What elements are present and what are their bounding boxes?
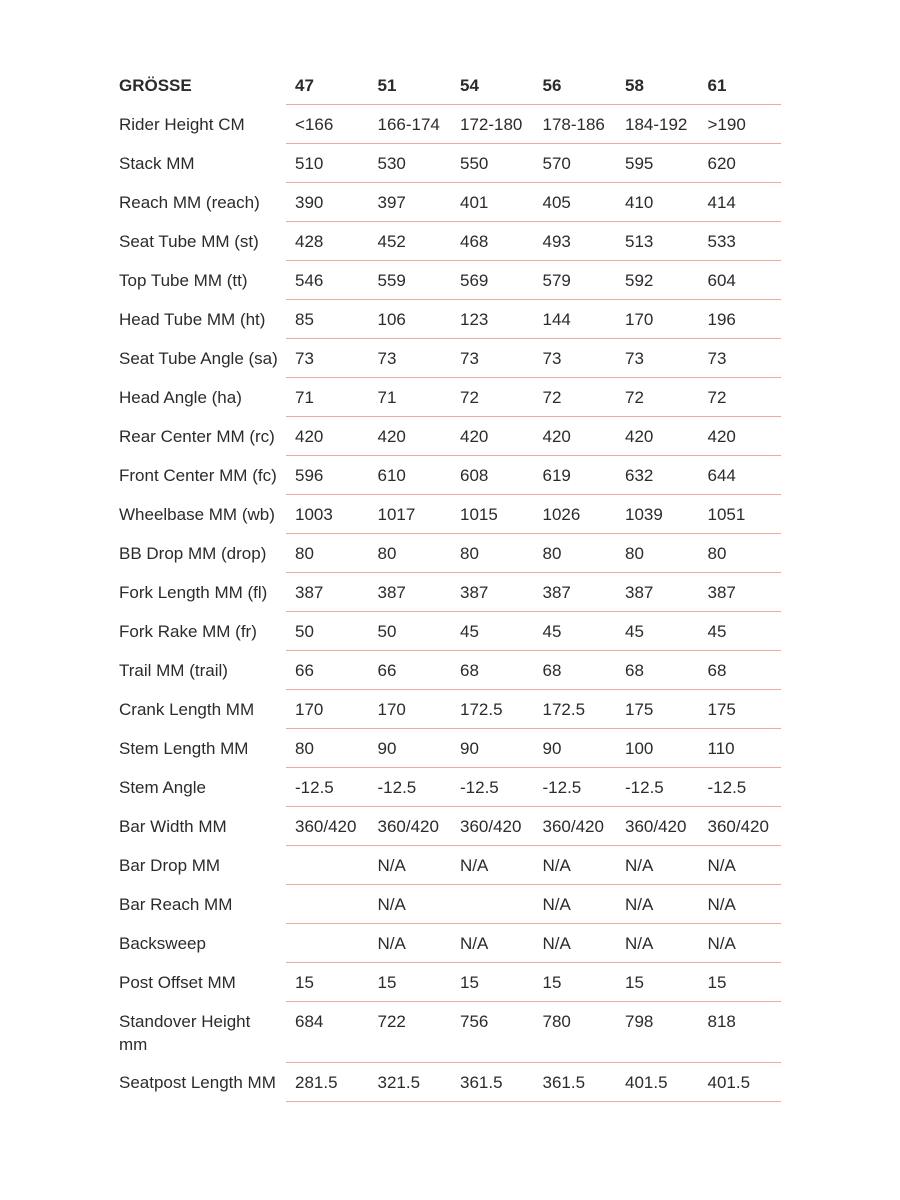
table-cell: -12.5 (534, 768, 617, 807)
row-label: Bar Drop MM (119, 855, 221, 875)
table-row (110, 612, 781, 651)
table-row (110, 378, 781, 417)
table-cell: N/A (699, 846, 782, 885)
table-row (110, 495, 781, 534)
table-cell: 579 (534, 261, 617, 300)
table-row (110, 1002, 781, 1063)
table-cell: 172.5 (451, 690, 534, 729)
table-cell: 360/420 (286, 807, 369, 846)
table-cell: 72 (534, 378, 617, 417)
table-cell: 780 (534, 1002, 617, 1063)
size-header-51: 51 (369, 65, 452, 105)
table-cell: N/A (451, 846, 534, 885)
table-cell: 170 (286, 690, 369, 729)
table-row (110, 924, 781, 963)
header-row (110, 65, 781, 105)
table-cell: 66 (369, 651, 452, 690)
row-label: Stack MM (119, 153, 195, 173)
table-cell: 632 (616, 456, 699, 495)
table-cell: 420 (616, 417, 699, 456)
table-cell: 281.5 (286, 1063, 369, 1102)
table-row (110, 417, 781, 456)
table-cell: 15 (616, 963, 699, 1002)
row-label: Seat Tube MM (st) (119, 231, 259, 251)
table-cell: 405 (534, 183, 617, 222)
table-cell: 73 (369, 339, 452, 378)
table-cell: 123 (451, 300, 534, 339)
table-cell: 110 (699, 729, 782, 768)
table-cell: 414 (699, 183, 782, 222)
table-cell: 387 (451, 573, 534, 612)
table-cell: N/A (616, 885, 699, 924)
row-label: Post Offset MM (119, 972, 236, 992)
row-label: Head Angle (ha) (119, 387, 242, 407)
table-cell: 90 (369, 729, 452, 768)
table-cell: 45 (616, 612, 699, 651)
row-label: Backsweep (119, 933, 206, 953)
row-label: Wheelbase MM (wb) (119, 504, 275, 524)
table-cell: N/A (369, 885, 452, 924)
table-cell: 420 (451, 417, 534, 456)
row-label: Bar Reach MM (119, 894, 233, 914)
table-cell: N/A (616, 846, 699, 885)
table-cell: 513 (616, 222, 699, 261)
row-label: Trail MM (trail) (119, 660, 228, 680)
table-row (110, 456, 781, 495)
table-cell: 420 (534, 417, 617, 456)
row-label: Bar Width MM (119, 816, 227, 836)
table-cell: 360/420 (369, 807, 452, 846)
table-cell: 85 (286, 300, 369, 339)
table-cell: 1017 (369, 495, 452, 534)
table-cell: 175 (616, 690, 699, 729)
table-cell: 80 (534, 534, 617, 573)
table-cell: N/A (534, 885, 617, 924)
table-cell (286, 885, 369, 924)
table-cell: 756 (451, 1002, 534, 1063)
table-cell: 72 (616, 378, 699, 417)
table-cell: N/A (534, 846, 617, 885)
table-cell: 106 (369, 300, 452, 339)
table-cell: 550 (451, 144, 534, 183)
table-row (110, 261, 781, 300)
table-cell: -12.5 (699, 768, 782, 807)
table-cell: 73 (286, 339, 369, 378)
table-cell: 100 (616, 729, 699, 768)
table-cell: 71 (369, 378, 452, 417)
table-cell: 68 (699, 651, 782, 690)
table-cell: 361.5 (534, 1063, 617, 1102)
table-cell: N/A (451, 924, 534, 963)
row-label: Fork Length MM (fl) (119, 582, 268, 602)
table-row (110, 339, 781, 378)
table-cell: 166-174 (369, 105, 452, 144)
table-cell: 610 (369, 456, 452, 495)
table-cell: N/A (616, 924, 699, 963)
table-cell: 1003 (286, 495, 369, 534)
table-cell: 387 (369, 573, 452, 612)
row-label: Stem Length MM (119, 738, 249, 758)
table-cell: 387 (534, 573, 617, 612)
table-cell: 68 (616, 651, 699, 690)
table-cell: 818 (699, 1002, 782, 1063)
table-cell: 90 (451, 729, 534, 768)
table-cell: 80 (286, 534, 369, 573)
table-cell: 620 (699, 144, 782, 183)
table-row (110, 573, 781, 612)
table-cell: 410 (616, 183, 699, 222)
table-cell: 73 (616, 339, 699, 378)
table-cell: 361.5 (451, 1063, 534, 1102)
table-row (110, 222, 781, 261)
table-cell: N/A (699, 924, 782, 963)
table-cell: 387 (286, 573, 369, 612)
table-row (110, 807, 781, 846)
table-cell: 178-186 (534, 105, 617, 144)
table-cell (286, 846, 369, 885)
table-cell: 170 (369, 690, 452, 729)
row-label: Stem Angle (119, 777, 206, 797)
geometry-table (110, 65, 781, 1102)
table-cell: 722 (369, 1002, 452, 1063)
size-header-58: 58 (616, 65, 699, 105)
row-label: Fork Rake MM (fr) (119, 621, 257, 641)
table-cell: -12.5 (286, 768, 369, 807)
row-label: Standover Height mm (119, 1011, 251, 1054)
table-cell: 644 (699, 456, 782, 495)
table-row (110, 729, 781, 768)
table-cell: 546 (286, 261, 369, 300)
size-header-61: 61 (699, 65, 782, 105)
table-cell: N/A (699, 885, 782, 924)
table-row (110, 105, 781, 144)
table-cell: 510 (286, 144, 369, 183)
table-cell: 184-192 (616, 105, 699, 144)
table-cell: 1039 (616, 495, 699, 534)
table-cell: 387 (616, 573, 699, 612)
table-cell: -12.5 (369, 768, 452, 807)
table-cell: 390 (286, 183, 369, 222)
table-cell: 50 (286, 612, 369, 651)
table-row (110, 651, 781, 690)
table-cell: 72 (451, 378, 534, 417)
table-cell: 15 (451, 963, 534, 1002)
table-cell: 15 (699, 963, 782, 1002)
table-cell: 798 (616, 1002, 699, 1063)
size-header-56: 56 (534, 65, 617, 105)
table-cell: 144 (534, 300, 617, 339)
table-cell: 1015 (451, 495, 534, 534)
table-cell: 80 (286, 729, 369, 768)
table-cell: 66 (286, 651, 369, 690)
table-cell: 468 (451, 222, 534, 261)
table-cell: 387 (699, 573, 782, 612)
table-cell: 80 (451, 534, 534, 573)
table-cell: >190 (699, 105, 782, 144)
table-cell: 428 (286, 222, 369, 261)
row-label: Top Tube MM (tt) (119, 270, 248, 290)
table-cell: 80 (616, 534, 699, 573)
table-cell: 1026 (534, 495, 617, 534)
table-cell: 172-180 (451, 105, 534, 144)
table-cell: 321.5 (369, 1063, 452, 1102)
row-label: Rider Height CM (119, 114, 245, 134)
table-cell: 71 (286, 378, 369, 417)
table-cell: 175 (699, 690, 782, 729)
table-cell: 73 (534, 339, 617, 378)
table-cell: 15 (369, 963, 452, 1002)
size-header-47: 47 (286, 65, 369, 105)
table-row (110, 768, 781, 807)
table-row (110, 1063, 781, 1102)
table-row (110, 846, 781, 885)
table-cell: 592 (616, 261, 699, 300)
table-cell: 360/420 (616, 807, 699, 846)
table-row (110, 690, 781, 729)
table-cell: 80 (699, 534, 782, 573)
table-cell: 401.5 (699, 1063, 782, 1102)
table-cell: 80 (369, 534, 452, 573)
table-cell: N/A (534, 924, 617, 963)
table-cell: 360/420 (699, 807, 782, 846)
table-cell: 170 (616, 300, 699, 339)
table-cell: 45 (534, 612, 617, 651)
table-cell: -12.5 (451, 768, 534, 807)
row-label: BB Drop MM (drop) (119, 543, 267, 563)
table-cell: 608 (451, 456, 534, 495)
table-cell: 1051 (699, 495, 782, 534)
table-row (110, 183, 781, 222)
row-label: Seat Tube Angle (sa) (119, 348, 278, 368)
row-label: Front Center MM (fc) (119, 465, 277, 485)
table-cell: 533 (699, 222, 782, 261)
table-cell: 559 (369, 261, 452, 300)
table-cell: 493 (534, 222, 617, 261)
table-body (110, 105, 781, 1102)
table-cell: 360/420 (534, 807, 617, 846)
table-cell: 45 (699, 612, 782, 651)
size-header-label: GRÖSSE (119, 76, 192, 95)
table-cell: 360/420 (451, 807, 534, 846)
table-row (110, 300, 781, 339)
table-cell: 73 (699, 339, 782, 378)
table-row (110, 534, 781, 573)
table-cell: 420 (369, 417, 452, 456)
table-cell: 90 (534, 729, 617, 768)
table-cell: 68 (451, 651, 534, 690)
table-cell: 172.5 (534, 690, 617, 729)
table-cell: 684 (286, 1002, 369, 1063)
table-cell: -12.5 (616, 768, 699, 807)
table-row (110, 885, 781, 924)
row-label: Head Tube MM (ht) (119, 309, 266, 329)
table-cell (451, 885, 534, 924)
table-cell: 530 (369, 144, 452, 183)
table-cell: 50 (369, 612, 452, 651)
table-row (110, 144, 781, 183)
table-cell: N/A (369, 846, 452, 885)
table-cell: 397 (369, 183, 452, 222)
size-header-54: 54 (451, 65, 534, 105)
table-cell: 401 (451, 183, 534, 222)
table-cell: 420 (699, 417, 782, 456)
row-label: Rear Center MM (rc) (119, 426, 275, 446)
row-label: Seatpost Length MM (119, 1072, 276, 1092)
table-header (110, 65, 781, 105)
table-cell: 15 (534, 963, 617, 1002)
table-cell: 596 (286, 456, 369, 495)
table-cell: 72 (699, 378, 782, 417)
table-cell: 15 (286, 963, 369, 1002)
table-cell: 569 (451, 261, 534, 300)
table-cell: 196 (699, 300, 782, 339)
table-cell: 604 (699, 261, 782, 300)
table-cell: 68 (534, 651, 617, 690)
table-cell: 45 (451, 612, 534, 651)
table-cell: 595 (616, 144, 699, 183)
table-cell (286, 924, 369, 963)
table-cell: 452 (369, 222, 452, 261)
table-cell: N/A (369, 924, 452, 963)
table-cell: 619 (534, 456, 617, 495)
row-label: Reach MM (reach) (119, 192, 260, 212)
table-row (110, 963, 781, 1002)
table-cell: <166 (286, 105, 369, 144)
row-label: Crank Length MM (119, 699, 255, 719)
table-cell: 401.5 (616, 1063, 699, 1102)
table-cell: 73 (451, 339, 534, 378)
table-cell: 420 (286, 417, 369, 456)
table-cell: 570 (534, 144, 617, 183)
